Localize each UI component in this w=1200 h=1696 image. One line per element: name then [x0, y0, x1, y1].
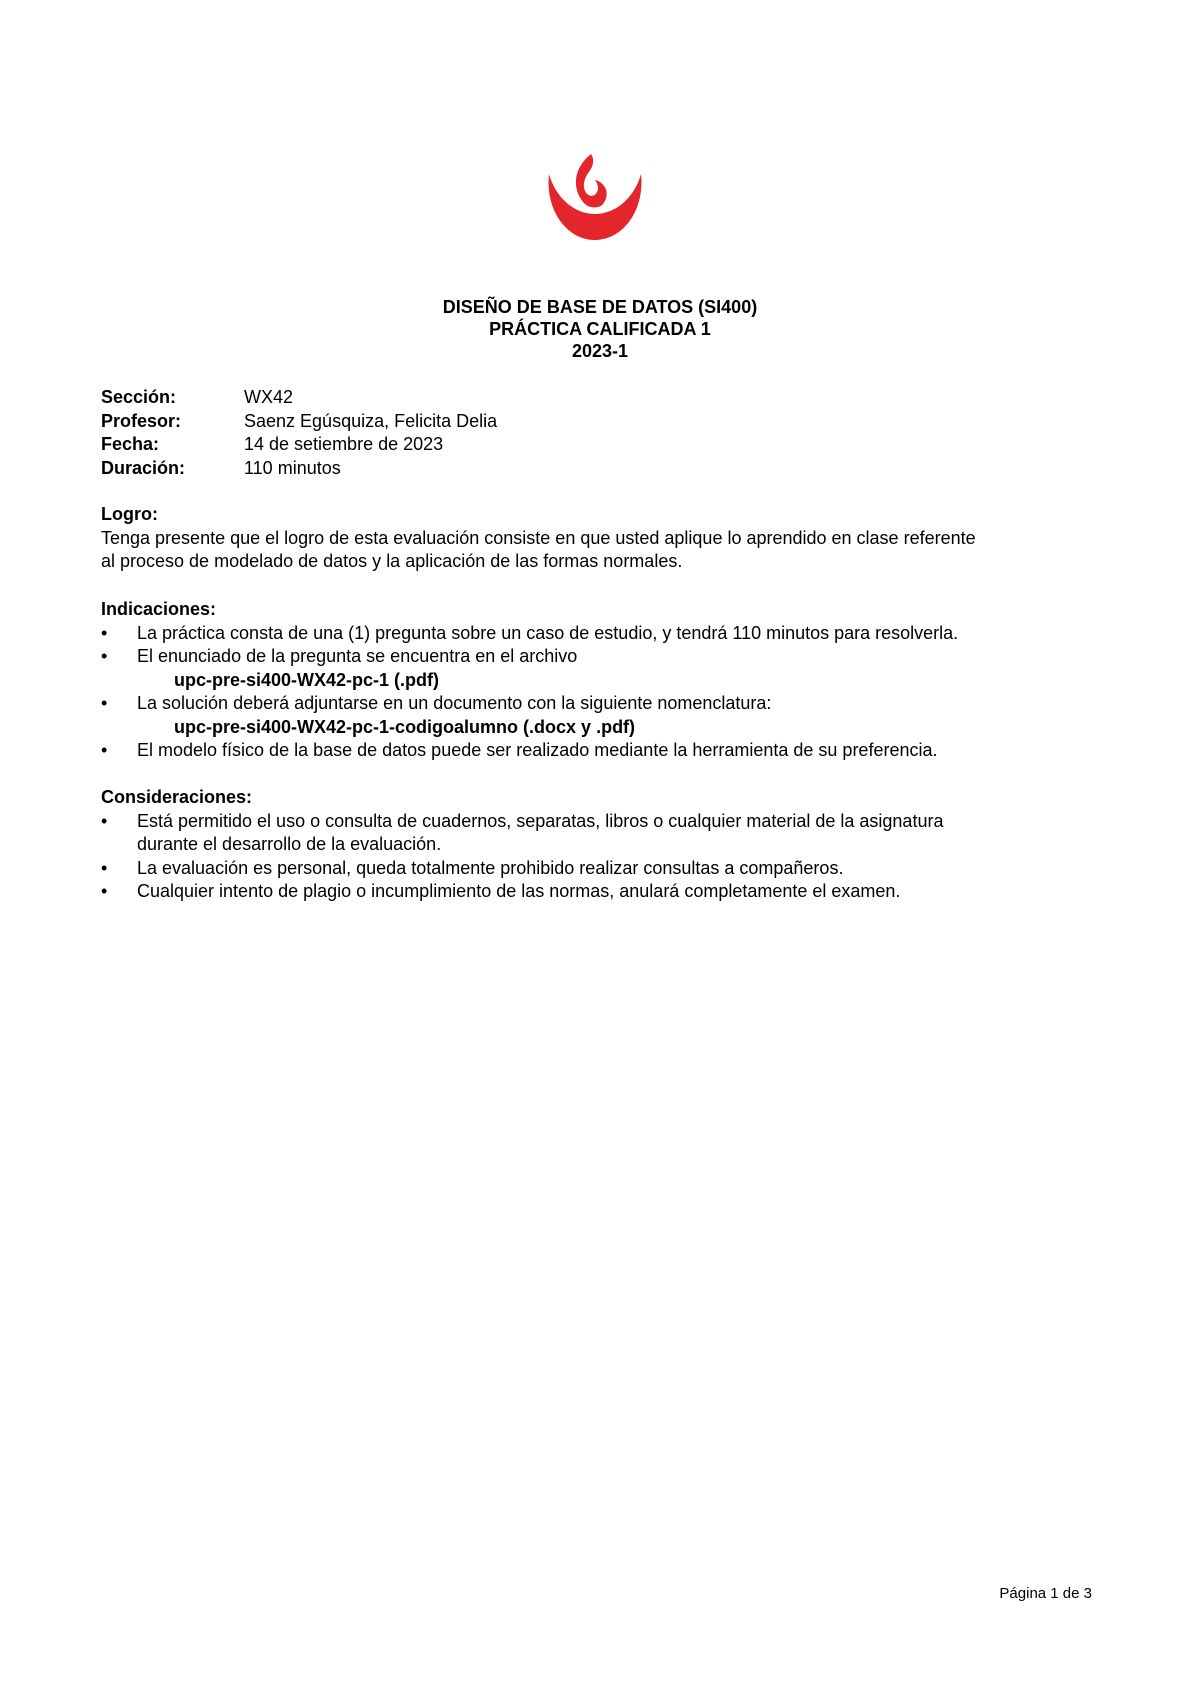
file-name-solution: upc-pre-si400-WX42-pc-1-codigoalumno (.docx y .pdf) — [174, 716, 636, 737]
university-logo-icon — [543, 152, 647, 244]
meta-value: Saenz Egúsquiza, Felicita Delia — [244, 410, 498, 431]
course-title: DISEÑO DE BASE DE DATOS (SI400) — [442, 297, 758, 317]
meta-row-profesor — [101, 410, 497, 434]
logro-text-line: Tenga presente que el logro de esta evaluación consiste en que usted aplique lo aprendido en clase referente — [101, 527, 976, 548]
term-label: 2023-1 — [571, 341, 629, 361]
exam-metadata — [101, 386, 497, 480]
meta-label: Profesor: — [101, 410, 182, 431]
consideraciones-heading: Consideraciones: — [101, 787, 253, 807]
consideraciones-section — [101, 786, 1101, 904]
indicaciones-list — [101, 622, 1101, 763]
indicaciones-section — [101, 598, 1101, 763]
consideraciones-list — [101, 810, 1101, 904]
meta-row-duracion — [101, 457, 497, 481]
list-item-line: durante el desarrollo de la evaluación. — [137, 834, 442, 854]
list-item — [101, 810, 1101, 857]
meta-label: Duración: — [101, 457, 186, 478]
meta-label: Fecha: — [101, 434, 160, 454]
meta-value: 110 minutos — [244, 457, 341, 478]
meta-label: Sección: — [101, 387, 177, 407]
page-number: Página 1 de 3 — [999, 1585, 1092, 1602]
meta-row-seccion — [101, 386, 497, 410]
list-item: • La práctica consta de una (1) pregunta sobre un caso de estudio, y tendrá 110 minutos para resolverla. — [101, 622, 1101, 646]
list-item — [101, 645, 1101, 669]
list-item — [101, 692, 1101, 716]
document-title-block — [0, 296, 1200, 362]
list-item-text: El enunciado de la pregunta se encuentra en el archivo — [137, 646, 578, 666]
list-item-line: • Está permitido el uso o consulta de cuadernos, separatas, libros o cualquier material de la asignatura — [137, 810, 944, 831]
list-item-text: La solución deberá adjuntarse en un documento con la siguiente nomenclatura: — [137, 693, 772, 713]
list-item: • La evaluación es personal, queda totalmente prohibido realizar consultas a compañeros. — [101, 857, 1101, 881]
meta-value: WX42 — [244, 387, 294, 407]
list-item: • Cualquier intento de plagio o incumplimiento de las normas, anulará completamente el examen. — [101, 880, 1101, 904]
meta-row-fecha — [101, 433, 497, 457]
exam-title: PRÁCTICA CALIFICADA 1 — [489, 319, 711, 339]
logro-heading: Logro: — [101, 504, 158, 524]
logro-text-line: al proceso de modelado de datos y la aplicación de las formas normales. — [101, 551, 683, 571]
file-name-pdf: upc-pre-si400-WX42-pc-1 (.pdf) — [174, 669, 440, 690]
indicaciones-heading: Indicaciones: — [101, 599, 217, 619]
meta-value: 14 de setiembre de 2023 — [244, 434, 444, 454]
logro-section — [101, 503, 1101, 574]
list-item: • El modelo físico de la base de datos puede ser realizado mediante la herramienta de su preferencia. — [101, 739, 1101, 763]
